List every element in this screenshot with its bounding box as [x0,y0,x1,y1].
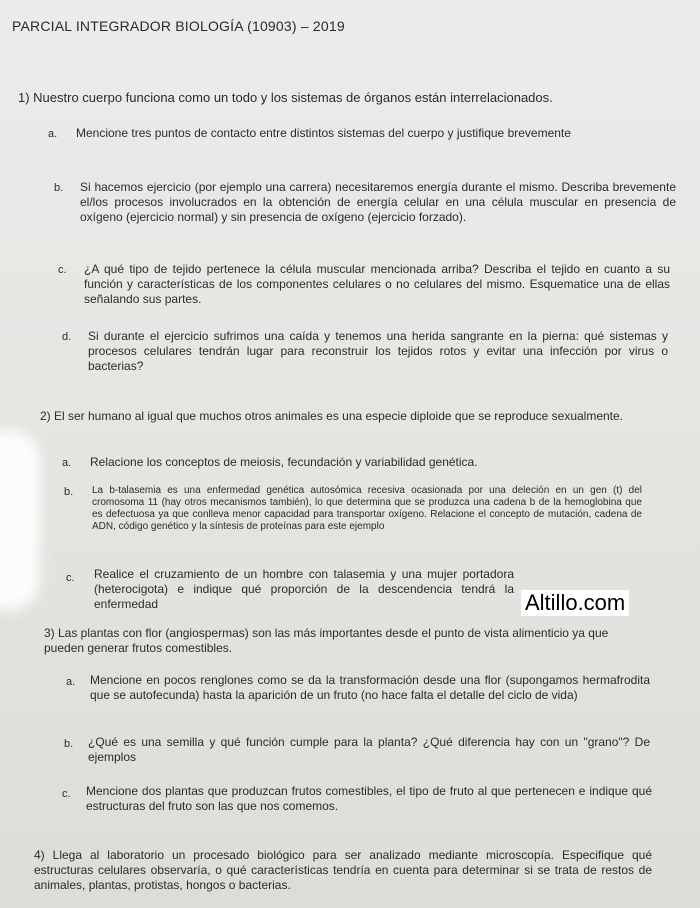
question-2-stem: 2) El ser humano al igual que muchos otros animales es una especie diploide que se reproduce sexualmente. [40,409,624,423]
q1-letter-c: c. [58,264,67,276]
q1-item-c: ¿A qué tipo de tejido pertenece la célula muscular mencionada arriba? Describa el tejido en cuanto a su función y características de los componentes celulares o no celulares del mismo. Esquematice una de ellas señalando sus partes. [84,262,670,306]
q2-item-b: La b-talasemia es una enfermedad genética autosómica recesiva ocasionada por una deleción en un gen (t) del cromosoma 11 (hay otros mecanismos también), lo que determina que se produzca una cadena b de la hemoglobina que es defectuosa ya que conlleva menor capacidad para transportar oxígeno. Relacione el concepto de mutación, cadena de ADN, código genético y la síntesis de proteínas para este ejemplo [92,485,642,532]
light-glare [0,430,40,610]
q2-letter-a: a. [62,457,72,469]
question-4-stem: 4) Llega al laboratorio un procesado biológico para ser analizado mediante microscopía. Especifique qué estructuras celulares observaría, o qué características tendría en cuenta para determinar si se trata de restos de animales, plantas, protistas, hongos o bacterias. [34,848,652,892]
q2-item-c: Realice el cruzamiento de un hombre con talasemia y una mujer portadora (heterocigota) e indique qué proporción de la descendencia tendrá la enfermedad [94,567,514,611]
q3-item-c: Mencione dos plantas que produzcan frutos comestibles, el tipo de fruto al que pertenecen e indique qué estructuras del fruto son las que nos comemos. [86,784,652,813]
q1-item-d: Si durante el ejercicio sufrimos una caída y tenemos una herida sangrante en la pierna: qué sistemas y procesos celulares tendrán lugar para reconstruir los tejidos rotos y evitar una infección por virus o bacterias? [88,329,668,373]
q1-letter-d: d. [62,331,72,343]
q1-item-a: Mencione tres puntos de contacto entre distintos sistemas del cuerpo y justifique brevemente [76,126,571,140]
watermark-altillo: Altillo.com [521,590,629,616]
q3-item-b: ¿Qué es una semilla y qué función cumple para la planta? ¿Qué diferencia hay con un "grano"? De ejemplos [88,735,650,764]
question-1-stem: 1) Nuestro cuerpo funciona como un todo y los sistemas de órganos están interrelacionados. [18,90,553,105]
q1-letter-a: a. [48,128,58,140]
q2-letter-c: c. [66,572,75,584]
question-3-stem: 3) Las plantas con flor (angiospermas) son las más importantes desde el punto de vista alimenticio ya que pueden generar frutos comestibles. [44,626,609,655]
q3-letter-a: a. [66,676,76,688]
q3-letter-b: b. [64,738,74,750]
exam-title: PARCIAL INTEGRADOR BIOLOGÍA (10903) – 2019 [12,18,345,34]
q1-letter-b: b. [54,182,64,194]
q2-item-a: Relacione los conceptos de meiosis, fecundación y variabilidad genética. [90,455,478,469]
q3-item-a: Mencione en pocos renglones como se da la transformación desde una flor (supongamos hermafrodita que se autofecunda) hasta la aparición de un fruto (no hace falta el detalle del ciclo de vida) [90,673,650,702]
q1-item-b: Si hacemos ejercicio (por ejemplo una carrera) necesitaremos energía durante el mismo. Describa brevemente el/los procesos involucrados en la obtención de energía celular en una célula muscular en presencia de oxígeno (ejercicio normal) y sin presencia de oxígeno (ejercicio forzado). [80,180,676,224]
q3-letter-c: c. [62,788,71,800]
q2-letter-b: b. [64,486,74,498]
